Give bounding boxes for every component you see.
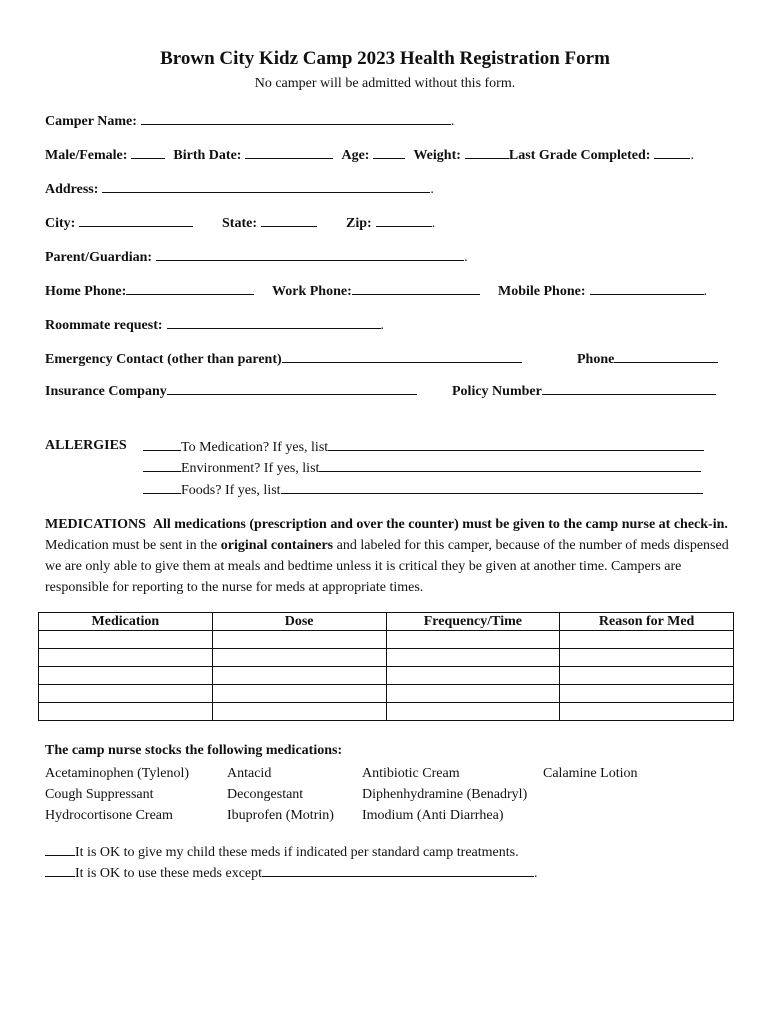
medications-text-1: Medication must be sent in the bbox=[45, 538, 218, 553]
table-cell[interactable] bbox=[386, 649, 560, 667]
table-cell[interactable] bbox=[39, 703, 213, 721]
emergency-field[interactable] bbox=[282, 350, 522, 363]
camper-name-row: Camper Name: . bbox=[45, 114, 455, 129]
table-cell[interactable] bbox=[212, 685, 386, 703]
nurse-stock-column-4 bbox=[543, 763, 637, 784]
demographics-row: Male/Female: Birth Date: Age: Weight: Last Grade Completed: . bbox=[45, 148, 694, 163]
table-row bbox=[39, 649, 734, 667]
mobile-phone-label: Mobile Phone: bbox=[498, 284, 586, 299]
parent-row: Parent/Guardian: . bbox=[45, 250, 468, 265]
allergy-foods-field[interactable] bbox=[281, 481, 703, 494]
consent-except-field[interactable] bbox=[262, 864, 534, 877]
medication-table bbox=[38, 612, 734, 721]
home-phone-label: Home Phone: bbox=[45, 284, 127, 299]
work-phone-label: Work Phone: bbox=[272, 284, 352, 299]
table-row bbox=[39, 667, 734, 685]
nurse-stock-column-1 bbox=[45, 763, 189, 826]
state-field[interactable] bbox=[261, 214, 317, 227]
roommate-field[interactable] bbox=[167, 316, 381, 329]
parent-field[interactable] bbox=[156, 248, 464, 261]
consent-give-check[interactable] bbox=[45, 843, 75, 856]
consent-give-row bbox=[45, 843, 519, 861]
table-cell[interactable] bbox=[39, 667, 213, 685]
camper-name-label: Camper Name: bbox=[45, 114, 137, 129]
address-field[interactable] bbox=[102, 180, 430, 193]
consent-give-text: It is OK to give my child these meds if indicated per standard camp treatments. bbox=[75, 845, 519, 860]
table-cell[interactable] bbox=[212, 667, 386, 685]
consent-except-text: It is OK to use these meds except bbox=[75, 866, 263, 881]
list-item: Calamine Lotion bbox=[543, 766, 638, 781]
table-row bbox=[39, 703, 734, 721]
col-dose: Dose bbox=[212, 613, 386, 631]
table-cell[interactable] bbox=[386, 703, 560, 721]
table-cell[interactable] bbox=[39, 685, 213, 703]
list-item: Imodium (Anti Diarrhea) bbox=[362, 808, 504, 823]
table-cell[interactable] bbox=[560, 649, 734, 667]
allergies-label: ALLERGIES bbox=[45, 438, 127, 453]
state-label: State: bbox=[222, 216, 257, 231]
zip-row: Zip: . bbox=[346, 216, 436, 231]
allergy-medication-row bbox=[143, 438, 704, 456]
list-item: Ibuprofen (Motrin) bbox=[227, 808, 334, 823]
address-label: Address: bbox=[45, 182, 99, 197]
list-item: Antibiotic Cream bbox=[362, 766, 460, 781]
emergency-label: Emergency Contact (other than parent) bbox=[45, 352, 282, 367]
emergency-row bbox=[45, 350, 522, 368]
col-frequency: Frequency/Time bbox=[386, 613, 560, 631]
nurse-stock-heading: The camp nurse stocks the following medications: bbox=[45, 743, 343, 758]
nurse-stock-column-3 bbox=[362, 763, 527, 826]
col-medication: Medication bbox=[39, 613, 213, 631]
table-row bbox=[39, 685, 734, 703]
policy-row bbox=[452, 382, 716, 400]
allergy-environment-field[interactable] bbox=[319, 459, 701, 472]
page-title: Brown City Kidz Camp 2023 Health Registration Form bbox=[160, 48, 610, 69]
city-row bbox=[45, 214, 193, 232]
nurse-stock-column-2 bbox=[227, 763, 334, 826]
last-grade-field[interactable] bbox=[654, 146, 690, 159]
allergy-foods-row bbox=[143, 481, 703, 499]
allergy-medication-field[interactable] bbox=[328, 438, 704, 451]
roommate-label: Roommate request: bbox=[45, 318, 163, 333]
city-label: City: bbox=[45, 216, 76, 231]
allergy-medication-check[interactable] bbox=[143, 438, 181, 451]
weight-label: Weight: bbox=[413, 148, 461, 163]
page-subtitle: No camper will be admitted without this form. bbox=[254, 76, 516, 91]
policy-label: Policy Number bbox=[452, 384, 542, 399]
list-item: Diphenhydramine (Benadryl) bbox=[362, 787, 528, 802]
zip-field[interactable] bbox=[376, 214, 432, 227]
medications-paragraph bbox=[45, 514, 735, 598]
insurance-row bbox=[45, 382, 417, 400]
home-phone-row bbox=[45, 282, 254, 300]
sex-field[interactable] bbox=[131, 146, 165, 159]
table-cell[interactable] bbox=[212, 631, 386, 649]
table-cell[interactable] bbox=[560, 667, 734, 685]
col-reason: Reason for Med bbox=[560, 613, 734, 631]
emergency-phone-row bbox=[577, 350, 718, 368]
list-item: Cough Suppressant bbox=[45, 787, 154, 802]
mobile-phone-field[interactable] bbox=[590, 282, 704, 295]
table-cell[interactable] bbox=[39, 631, 213, 649]
insurance-label: Insurance Company bbox=[45, 384, 167, 399]
work-phone-row bbox=[272, 282, 480, 300]
table-row bbox=[39, 631, 734, 649]
table-cell[interactable] bbox=[212, 649, 386, 667]
allergy-environment-row bbox=[143, 459, 701, 477]
allergy-environment-check[interactable] bbox=[143, 459, 181, 472]
state-row bbox=[222, 214, 317, 232]
allergy-medication-label: To Medication? If yes, list bbox=[181, 440, 329, 455]
medications-original-containers: original containers bbox=[220, 538, 334, 553]
table-cell[interactable] bbox=[212, 703, 386, 721]
city-field[interactable] bbox=[79, 214, 193, 227]
allergy-environment-label: Environment? If yes, list bbox=[181, 461, 320, 476]
birth-date-label: Birth Date: bbox=[173, 148, 242, 163]
consent-except-row: It is OK to use these meds except . bbox=[45, 864, 538, 882]
table-cell[interactable] bbox=[386, 667, 560, 685]
weight-field[interactable] bbox=[465, 146, 509, 159]
policy-field[interactable] bbox=[542, 382, 716, 395]
last-grade-label: Last Grade Completed: bbox=[508, 148, 651, 163]
table-cell[interactable] bbox=[39, 649, 213, 667]
allergy-foods-label: Foods? If yes, list bbox=[181, 483, 281, 498]
medications-intro: All medications (prescription and over the counter) must be given to the camp nurse at check-in. bbox=[152, 517, 728, 532]
table-cell[interactable] bbox=[560, 631, 734, 649]
camper-name-field[interactable] bbox=[141, 112, 451, 125]
work-phone-field[interactable] bbox=[352, 282, 480, 295]
list-item: Hydrocortisone Cream bbox=[45, 808, 173, 823]
age-label: Age: bbox=[341, 148, 370, 163]
medication-table-header bbox=[39, 613, 734, 631]
insurance-field[interactable] bbox=[167, 382, 417, 395]
birth-date-field[interactable] bbox=[245, 146, 333, 159]
sex-label: Male/Female: bbox=[45, 148, 128, 163]
list-item: Acetaminophen (Tylenol) bbox=[45, 766, 190, 781]
emergency-phone-field[interactable] bbox=[614, 350, 718, 363]
table-cell[interactable] bbox=[560, 703, 734, 721]
list-item: Antacid bbox=[227, 766, 272, 781]
medications-text-2: and labeled for this camper, because of the number of meds dispensed we are only able to give them at meals and bedtime unless it is critical they be given at another time. Campers are responsible for reporting to the nurse for meds at appropriate times. bbox=[45, 538, 729, 595]
zip-label: Zip: bbox=[346, 216, 372, 231]
home-phone-field[interactable] bbox=[126, 282, 254, 295]
table-cell[interactable] bbox=[386, 685, 560, 703]
age-field[interactable] bbox=[373, 146, 405, 159]
medications-heading: MEDICATIONS bbox=[45, 517, 146, 532]
table-cell[interactable] bbox=[386, 631, 560, 649]
address-row: Address: . bbox=[45, 182, 434, 197]
list-item: Decongestant bbox=[227, 787, 304, 802]
consent-except-check[interactable] bbox=[45, 864, 75, 877]
roommate-row: Roommate request: . bbox=[45, 318, 385, 333]
table-cell[interactable] bbox=[560, 685, 734, 703]
parent-label: Parent/Guardian: bbox=[45, 250, 153, 265]
allergy-foods-check[interactable] bbox=[143, 481, 181, 494]
emergency-phone-label: Phone bbox=[577, 352, 615, 367]
mobile-phone-row: Mobile Phone: . bbox=[498, 284, 707, 299]
